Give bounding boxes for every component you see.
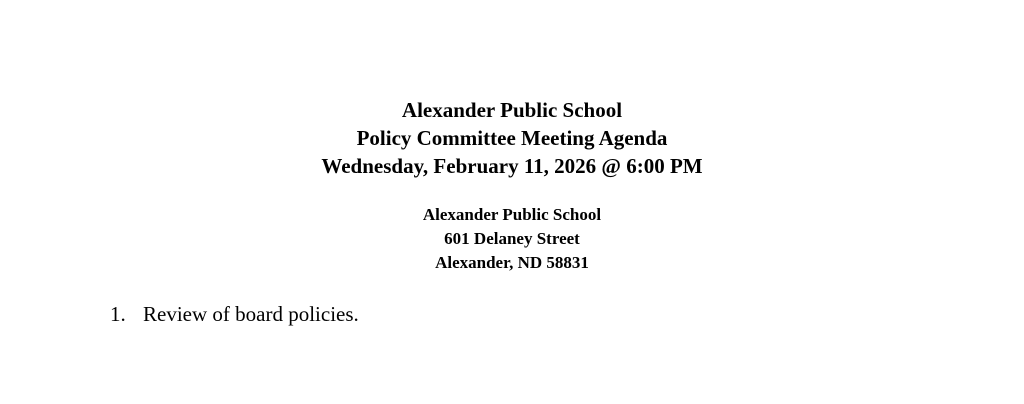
address-name: Alexander Public School <box>422 205 602 224</box>
agenda-item-number: 1. <box>110 302 126 326</box>
address-city: Alexander, ND 58831 <box>435 253 589 272</box>
school-name: Alexander Public School <box>401 98 623 122</box>
meeting-datetime: Wednesday, February 11, 2026 @ 6:00 PM <box>321 154 703 178</box>
agenda-title: Policy Committee Meeting Agenda <box>356 126 668 150</box>
agenda-item-text: Review of board policies. <box>143 302 359 326</box>
address-street: 601 Delaney Street <box>444 229 580 248</box>
agenda-item <box>110 302 359 327</box>
